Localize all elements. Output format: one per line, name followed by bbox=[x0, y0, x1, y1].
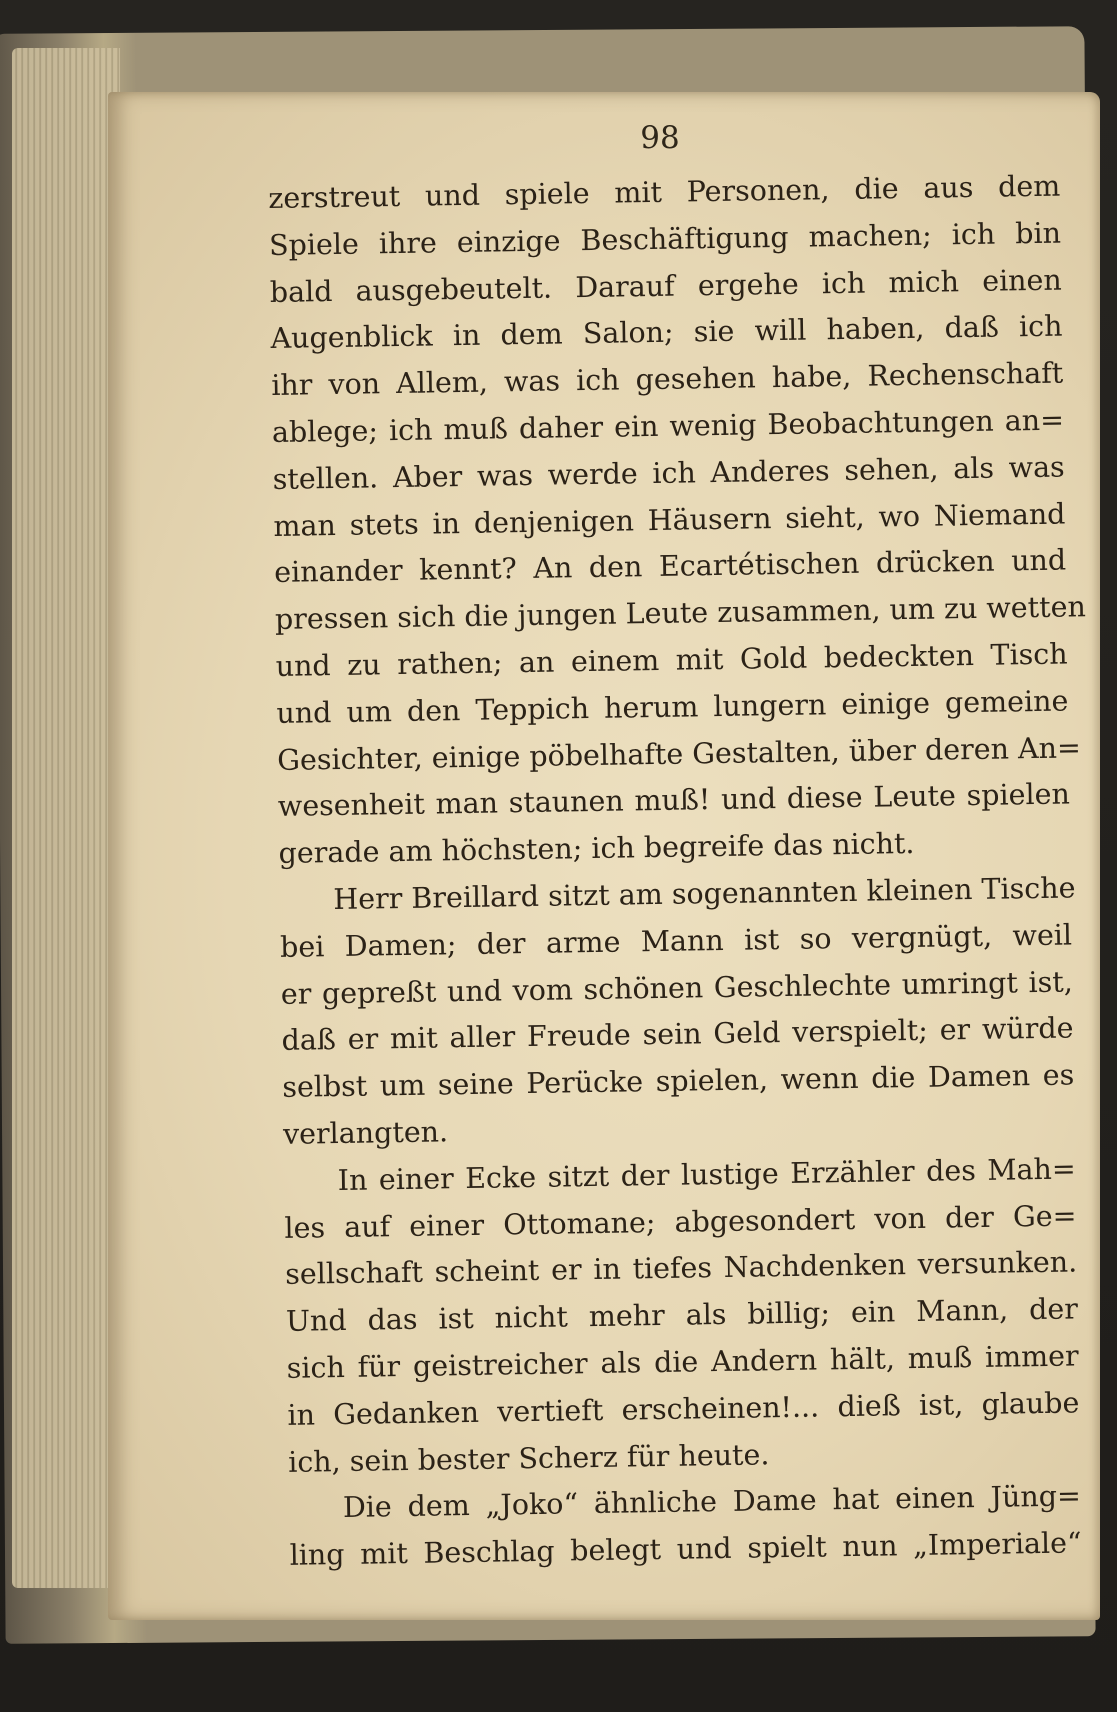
text-line: In einer Ecke sitzt der lustige Erzähler des Mah= bbox=[337, 1152, 1076, 1197]
text-line: und um den Teppich herum lungern einige gemeine bbox=[276, 684, 1069, 730]
text-line: einander kennt? An den Ecartétischen drücken und bbox=[273, 543, 1067, 590]
text-line: man stets in denjenigen Häusern sieht, wo Niemand bbox=[273, 497, 1066, 543]
text-line: wesenheit man staunen muß! und diese Leute spielen bbox=[277, 777, 1071, 824]
text-line: bald ausgebeutelt. Darauf ergehe ich mich einen bbox=[269, 263, 1062, 309]
text-line: Die dem „Joko“ ähnliche Dame hat einen Jüng= bbox=[342, 1479, 1082, 1525]
text-line: sellschaft scheint er in tiefes Nachdenken versunken. bbox=[285, 1245, 1078, 1292]
text-line: stellen. Aber was werde ich Anderes sehen, als was bbox=[272, 450, 1065, 496]
text-line: Augenblick in dem Salon; sie will haben, daß ich bbox=[270, 309, 1063, 356]
body-text bbox=[268, 164, 1087, 1580]
text-line: zerstreut und spiele mit Personen, die aus dem bbox=[268, 169, 1061, 215]
text-line: bei Damen; der arme Mann ist so vergnügt, weil bbox=[279, 918, 1073, 964]
text-line: ihr von Allem, was ich gesehen habe, Rechenschaft bbox=[271, 356, 1064, 403]
page-edges bbox=[12, 48, 120, 1588]
text-line: und zu rathen; an einem mit Gold bedeckten Tisch bbox=[275, 637, 1068, 683]
text-line: les auf einer Ottomane; abgesondert von der Ge= bbox=[284, 1198, 1077, 1245]
text-line: selbst um seine Perücke spielen, wenn die Damen es bbox=[282, 1058, 1075, 1105]
text-line: ablege; ich muß daher ein wenig Beobachtungen an= bbox=[271, 403, 1065, 449]
text-line: er gepreßt und vom schönen Geschlechte umringt ist, bbox=[280, 965, 1074, 1011]
text-line: Herr Breillard sitzt am sogenannten kleinen Tische bbox=[333, 871, 1076, 917]
page-number: 98 bbox=[640, 120, 680, 156]
text-line: ling mit Beschlag belegt und spielt nun „Imperiale“ bbox=[289, 1526, 1082, 1572]
text-line: verlangten. bbox=[282, 1115, 449, 1151]
text-line: Spiele ihre einzige Beschäftigung machen; ich bin bbox=[268, 216, 1062, 262]
text-line: daß er mit aller Freude sein Geld verspielt; er würde bbox=[281, 1011, 1074, 1058]
text-line: gerade am höchsten; ich begreife das nicht. bbox=[278, 827, 915, 871]
text-line: ich, sein bester Scherz für heute. bbox=[287, 1437, 770, 1479]
text-line: Gesichter, einige pöbelhafte Gestalten, über deren An= bbox=[276, 730, 1082, 777]
text-line: sich für geistreicher als die Andern hält, muß immer bbox=[286, 1339, 1079, 1385]
text-line: Und das ist nicht mehr als billig; ein Mann, der bbox=[285, 1292, 1079, 1338]
text-line: pressen sich die jungen Leute zusammen, um zu wetten bbox=[274, 590, 1087, 637]
text-line: in Gedanken vertieft erscheinen!... dieß ist, glaube bbox=[287, 1386, 1080, 1432]
